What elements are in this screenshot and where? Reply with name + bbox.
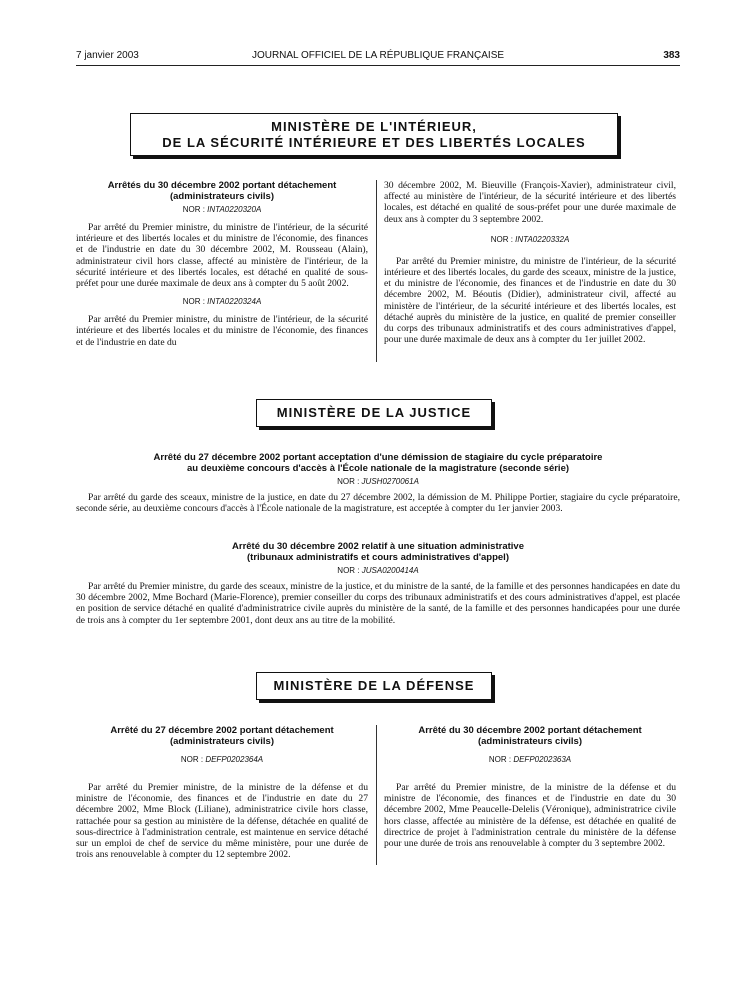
nor-label: NOR : xyxy=(180,755,204,764)
nor-code: INTA0220320A xyxy=(207,205,262,214)
justice-decree-1 xyxy=(76,452,680,514)
ministry-interieur-box xyxy=(130,113,618,156)
nor-label: NOR : xyxy=(182,297,205,307)
nor-reference xyxy=(76,205,368,214)
decree-paragraph: Par arrêté du Premier ministre, du garde des sceaux, ministre de la justice, et du ministre de la santé, de la famille et des personnes handicapées en date du 30 décembre 2002, Mme Bochard (Marie-Florence), premier conseiller du corps des tribunaux administratifs et des cours administratives d'appel, est placée en position de service détaché en qualité d'administratrice civile auprès du ministère de la santé, de la famille et des personnes handicapées pour une durée de trois ans à compter du 1er septembre 2001, dont deux ans au titre de la mobilité. xyxy=(76,581,680,626)
decree-paragraph: 30 décembre 2002, M. Bieuville (François-Xavier), administrateur civil, affecté au ministère de l'intérieur, de la sécurité intérieure et des libertés locales, est détaché en qualité de sous-préfet pour une durée maximale de deux ans à compter du 3 septembre 2002. xyxy=(384,180,676,225)
ministry-interieur-line1: MINISTÈRE DE L'INTÉRIEUR, xyxy=(271,119,477,134)
nor-reference xyxy=(76,477,680,486)
decree-paragraph: Par arrêté du Premier ministre, du ministre de l'intérieur, de la sécurité intérieure et des libertés locales, du garde des sceaux, ministre de la justice, et du ministre de l'économie, des finances et de l'industrie en date du 30 décembre 2002, M. Béoutis (Didier), administrateur civil, affecté au ministère de l'intérieur, de la sécurité intérieure et des libertés locales, est détaché auprès du ministère de la justice, en qualité de premier conseiller du corps des tribunaux administratifs et des cours administratives d'appel, pour une durée maximale de deux ans à compter du 1er juillet 2002. xyxy=(384,255,676,346)
defense-left-column xyxy=(76,725,368,860)
nor-label: NOR : xyxy=(490,234,513,244)
decree-title: Arrêté du 30 décembre 2002 portant détachement (administrateurs civils) xyxy=(418,725,642,747)
nor-label: NOR : xyxy=(488,755,512,764)
decree-title-line1: Arrêté du 30 décembre 2002 relatif à une situation administrative xyxy=(232,541,524,552)
nor-label: NOR : xyxy=(337,566,360,575)
nor-code: DEFP0202363A xyxy=(513,755,572,764)
decree-paragraph: Par arrêté du Premier ministre, de la ministre de la défense et du ministre de l'économie, des finances et de l'industrie en date du 27 décembre 2002, Mme Block (Liliane), administratrice civile hors classe, rattachée pour sa gestion au ministère de la défense, détachée en qualité de sous-directrice à l'administration centrale, est maintenue en service détaché sur un emploi de chef de service du même ministère, pour une durée de trois ans renouvelable à compter du 12 septembre 2002. xyxy=(76,782,368,861)
interieur-right-column xyxy=(384,180,676,345)
nor-code: JUSA0200414A xyxy=(361,566,419,575)
nor-code: INTA0220324A xyxy=(207,297,262,307)
nor-code: DEFP0202364A xyxy=(205,755,264,764)
header-date: 7 janvier 2003 xyxy=(76,50,139,61)
ministry-interieur-line2: DE LA SÉCURITÉ INTÉRIEURE ET DES LIBERTÉS LOCALES xyxy=(162,135,586,150)
column-divider xyxy=(376,725,377,865)
page-number: 383 xyxy=(663,50,680,61)
decree-paragraph: Par arrêté du Premier ministre, du ministre de l'intérieur, de la sécurité intérieure et des libertés locales et du ministre de l'économie, des finances et de l'industrie en date du 30 décembre 2002, M. Rousseau (Alain), administrateur civil hors classe, affecté au ministère de l'intérieur, de la sécurité intérieure et des libertés locales, est détaché en qualité de sous-préfet pour une durée maximale de deux ans à compter du 5 août 2002. xyxy=(76,222,368,290)
nor-label: NOR : xyxy=(182,205,205,214)
header-rule xyxy=(76,65,680,66)
decree-paragraph: Par arrêté du garde des sceaux, ministre de la justice, en date du 27 décembre 2002, la démission de M. Philippe Portier, stagiaire du cycle préparatoire, seconde série, au deuxième concours d'accès à l'École nationale de la magistrature, est acceptée à compter du 1er janvier 2003. xyxy=(76,492,680,515)
nor-reference xyxy=(76,755,368,764)
nor-reference xyxy=(76,297,368,306)
decree-title-line2: (tribunaux administratifs et cours administratives d'appel) xyxy=(247,552,509,563)
nor-label: NOR : xyxy=(337,477,360,486)
decree-paragraph: Par arrêté du Premier ministre, de la ministre de la défense et du ministre de l'économie, des finances et de l'industrie en date du 30 décembre 2002, Mme Peaucelle-Delelis (Véronique), administratrice civile hors classe, affectée au ministère de la défense, est détachée en qualité de directrice de projet à l'administration centrale du ministère de la défense pour une durée de trois ans renouvelable à compter du 3 septembre 2002. xyxy=(384,782,676,850)
nor-reference xyxy=(384,235,676,244)
nor-reference xyxy=(384,755,676,764)
decree-paragraph: Par arrêté du Premier ministre, du ministre de l'intérieur, de la sécurité intérieure et des libertés locales et du ministre de l'économie, des finances et de l'industrie en date du xyxy=(76,314,368,348)
journal-title: JOURNAL OFFICIEL DE LA RÉPUBLIQUE FRANÇAISE xyxy=(251,50,505,61)
nor-reference xyxy=(76,566,680,575)
decree-title: Arrêté du 27 décembre 2002 portant détachement (administrateurs civils) xyxy=(110,725,334,747)
decree-title-line1: Arrêté du 27 décembre 2002 portant acceptation d'une démission de stagiaire du cycle préparatoire xyxy=(153,452,603,463)
column-divider xyxy=(376,180,377,362)
nor-code: INTA0220332A xyxy=(515,234,570,244)
decree-title: Arrêtés du 30 décembre 2002 portant détachement (administrateurs civils) xyxy=(107,180,337,202)
ministry-defense-box: MINISTÈRE DE LA DÉFENSE xyxy=(256,672,492,700)
decree-title-line2: au deuxième concours d'accès à l'École nationale de la magistrature (seconde série) xyxy=(186,463,570,474)
ministry-justice-box: MINISTÈRE DE LA JUSTICE xyxy=(256,399,492,427)
justice-decree-2 xyxy=(76,541,680,626)
nor-code: JUSH0270061A xyxy=(361,477,419,486)
interieur-left-column xyxy=(76,180,368,348)
defense-right-column xyxy=(384,725,676,849)
